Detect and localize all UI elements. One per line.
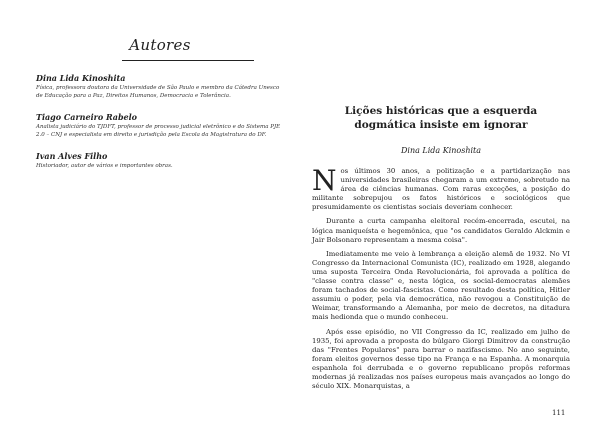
author-name: Ivan Alves Filho (36, 151, 108, 161)
article-title: Lições históricas que a esquerda dogmática insiste em ignorar (344, 105, 538, 131)
author-entry (36, 151, 284, 170)
page-number: 111 (552, 409, 566, 417)
paragraph: Após esse episódio, no VII Congresso da IC, realizado em julho de 1935, foi aprovada a proposta do búlgaro Giorgi Dimitrov da construção das "Frentes Populares" para barrar o nazifascismo. No ano seguinte, foram eleitos governos desse tipo na França e na Espanha. A monarquia espanhola foi derrubada e o governo republicano propôs reformas modernas já realizadas nos países europeus mais avançados ao longo do século XIX. Monarquistas, a (312, 327, 570, 391)
authors-heading: Autores (129, 36, 191, 54)
author-bio: Física, professora doutora da Universidade de São Paulo e membro da Cátedra Unesco de Educação para a Paz, Direitos Humanos, Democracia e Tolerância. (36, 85, 280, 99)
author-entry (36, 73, 284, 100)
author-bio: Historiador, autor de vários e importantes obras. (36, 163, 173, 169)
paragraph-text: os últimos 30 anos, a politização e a partidarização nas universidades brasileiras chegaram a um extremo, sobretudo na área de ciências humanas. Com raras exceções, a posição do militante sobrepujou os fatos históricos e sociológicos que presumidamente os cientistas sociais deveriam conhecer. (312, 167, 570, 212)
drop-cap: N (312, 164, 337, 197)
paragraph: Imediatamente me veio à lembrança a eleição alemã de 1932. No VI Congresso da Internacional Comunista (IC), realizado em 1928, alegando uma suposta Terceira Onda Revolucionária, foi aprovada a política de "classe contra classe" e, nesta lógica, os social-democratas alemães foram tachados de social-fascistas. Como resultado desta política, Hitler assumiu o poder, pela via democrática, não revogou a Constituição de Weimar, transformando a Alemanha, por meio de decretos, na ditadura mais hedionda que o mundo conheceu. (312, 249, 570, 322)
paragraph: Durante a curta campanha eleitoral recém-encerrada, escutei, na lógica maniqueísta e hegemônica, que "os candidatos Geraldo Alckmin e Jair Bolsonaro representam a mesma coisa". (312, 217, 570, 244)
author-bio: Analista judiciário do TJDFT, professor de processo judicial eletrônico e do Sistema PJE 2.0 – CNJ e especialista em direito e jurisdição pela Escola da Magistratura do DF. (36, 124, 281, 138)
author-name: Tiago Carneiro Rabelo (36, 112, 138, 122)
article-body (312, 164, 570, 391)
paragraph (312, 164, 570, 212)
article-byline: Dina Lida Kinoshita (400, 146, 482, 155)
heading-rule (122, 60, 254, 61)
author-name: Dina Lida Kinoshita (36, 73, 126, 83)
article (312, 104, 570, 396)
author-entry (36, 112, 284, 139)
authors-section (36, 30, 284, 170)
